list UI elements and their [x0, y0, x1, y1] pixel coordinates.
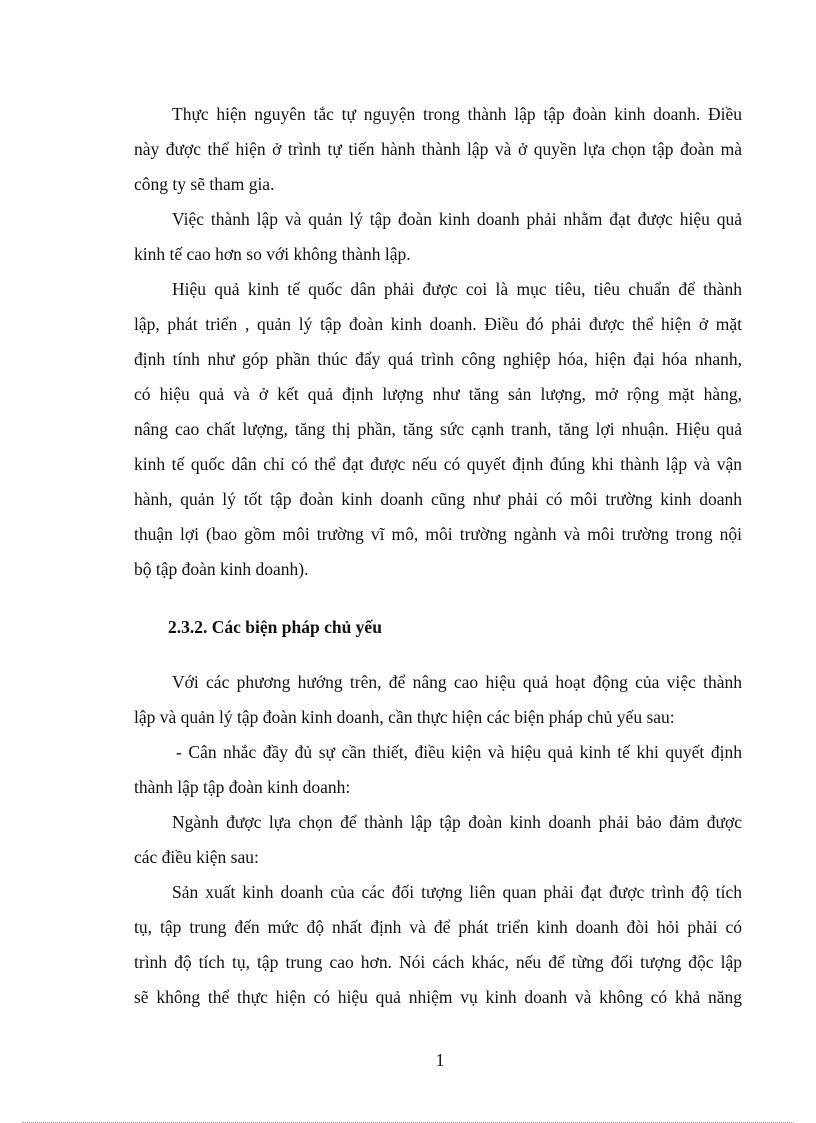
text-line: các điều kiện sau:	[134, 847, 259, 867]
section-heading: 2.3.2. Các biện pháp chủ yếu	[168, 617, 382, 637]
paragraph	[134, 665, 742, 735]
text-line: hành, quản lý tốt tập đoàn kinh doanh cũng như phải có môi trường kinh doanh	[134, 489, 742, 509]
text-line: trình độ tích tụ, tập trung cao hơn. Nói cách khác, nếu để từng đối tượng độc lập	[134, 952, 742, 972]
text-line: định tính như góp phần thúc đẩy quá trình công nghiệp hóa, hiện đại hóa nhanh,	[134, 349, 742, 369]
list-item	[134, 735, 742, 805]
text-line: sẽ không thể thực hiện có hiệu quả nhiệm vụ kinh doanh và không có khả năng	[134, 987, 742, 1007]
text-line: tụ, tập trung đến mức độ nhất định và để phát triển kinh doanh đòi hỏi phải có	[134, 917, 742, 937]
spacer	[134, 645, 742, 665]
text-line: kinh tế quốc dân chỉ có thể đạt được nếu có quyết định đúng khi thành lập và vận	[134, 454, 742, 474]
text-line: lập và quản lý tập đoàn kinh doanh, cần thực hiện các biện pháp chủ yếu sau:	[134, 707, 675, 727]
paragraph	[134, 875, 742, 1015]
text-line: Ngành được lựa chọn để thành lập tập đoàn kinh doanh phải bảo đảm được	[172, 812, 742, 832]
text-line: kinh tế cao hơn so với không thành lập.	[134, 244, 411, 264]
text-line: - Cân nhắc đầy đủ sự cần thiết, điều kiện và hiệu quả kinh tế khi quyết định	[176, 742, 742, 762]
paragraph	[134, 805, 742, 875]
text-line: Hiệu quả kinh tế quốc dân phải được coi là mục tiêu, tiêu chuẩn để thành	[172, 279, 742, 299]
paragraph	[134, 272, 742, 587]
text-line: bộ tập đoàn kinh doanh).	[134, 559, 309, 579]
document-body	[134, 97, 742, 1015]
text-line: Sản xuất kinh doanh của các đối tượng liên quan phải đạt được trình độ tích	[172, 882, 742, 902]
page-number: 1	[435, 1050, 445, 1070]
text-line: nâng cao chất lượng, tăng thị phần, tăng sức cạnh tranh, tăng lợi nhuận. Hiệu quả	[134, 419, 742, 439]
paragraph	[134, 97, 742, 202]
text-line: Với các phương hướng trên, để nâng cao hiệu quả hoạt động của việc thành	[172, 672, 742, 692]
text-line: lập, phát triển , quản lý tập đoàn kinh doanh. Điều đó phải được thể hiện ở mặt	[134, 314, 742, 334]
text-line: này được thể hiện ở trình tự tiến hành thành lập và ở quyền lựa chọn tập đoàn mà	[134, 139, 742, 159]
text-line: Thực hiện nguyên tắc tự nguyện trong thành lập tập đoàn kinh doanh. Điều	[172, 104, 742, 124]
text-line: thành lập tập đoàn kinh doanh:	[134, 777, 351, 797]
spacer	[134, 587, 742, 610]
text-line: có hiệu quả và ở kết quả định lượng như tăng sản lượng, mở rộng mặt hàng,	[134, 384, 742, 404]
text-line: thuận lợi (bao gồm môi trường vĩ mô, môi trường ngành và môi trường trong nội	[134, 524, 742, 544]
paragraph	[134, 202, 742, 272]
text-line: Việc thành lập và quản lý tập đoàn kinh doanh phải nhằm đạt được hiệu quả	[172, 209, 742, 229]
text-line: công ty sẽ tham gia.	[134, 174, 275, 194]
